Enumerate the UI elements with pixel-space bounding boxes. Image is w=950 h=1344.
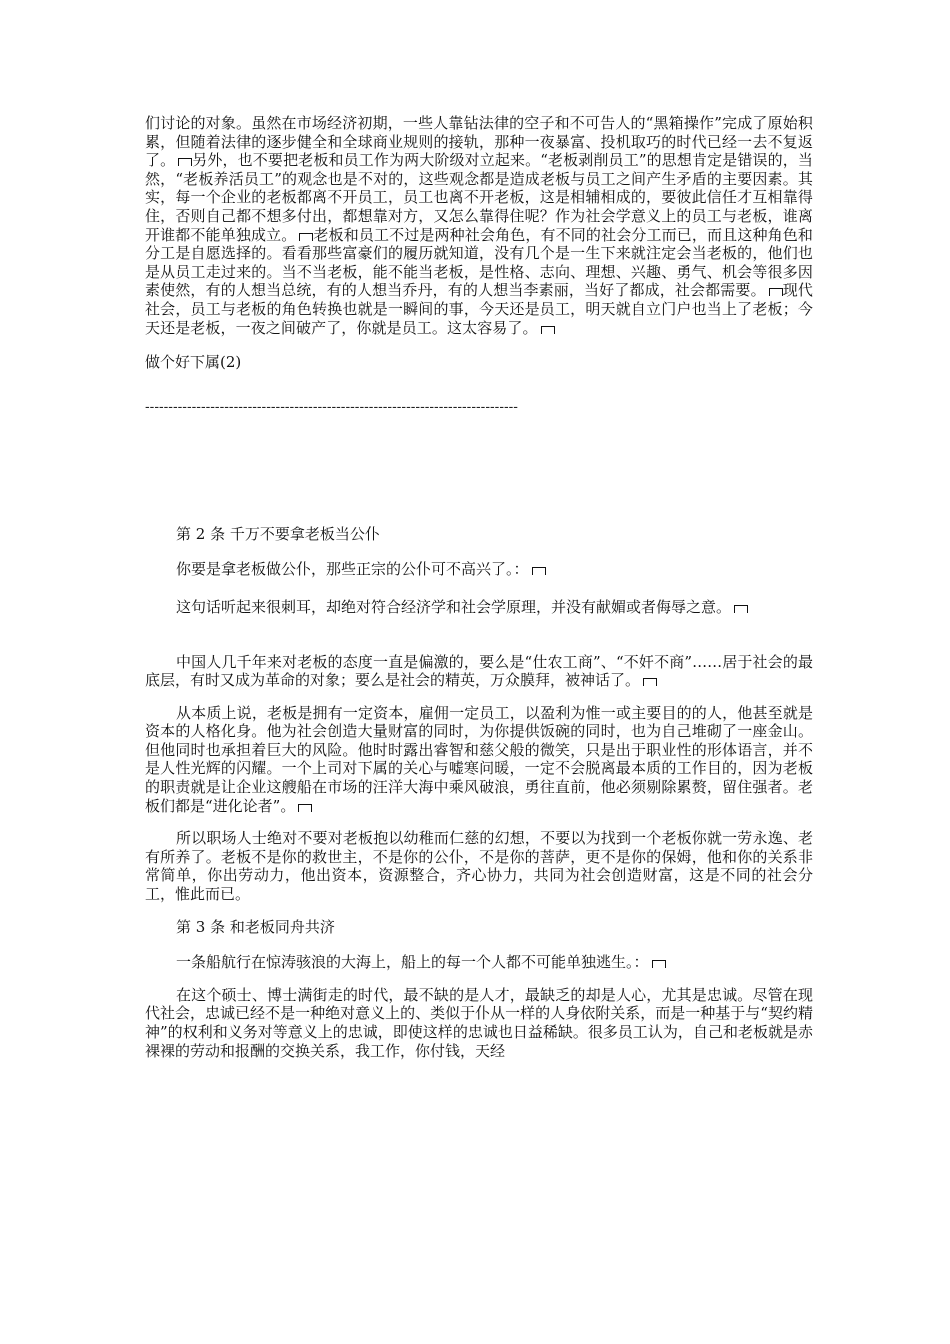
intro-text-1: 们讨论的对象。虽然在市场经济初期，一些人靠钻法律的空子和不可告人的“黑箱操作”完成了原始积累，但随着法律的逐步健全和全球商业规则的接轨，那种一夜暴富、投机取巧的时代已经一去不复返了。 [145,114,813,170]
paragraph-mark-icon [734,605,748,613]
paragraph-mark-icon [652,960,666,968]
document-page [145,114,813,1060]
article-2-paragraph-4 [145,704,813,816]
article-3-text-1: 一条船航行在惊涛骇浪的大海上，船上的每一个人都不可能单独逃生。： [176,953,649,972]
paragraph-mark-icon [769,288,783,296]
intro-paragraph [145,114,813,337]
paragraph-mark-icon [532,567,546,575]
article-2-text-3: 中国人几千年来对老板的态度一直是偏激的，要么是“仕农工商”、“不奸不商”……居于社会的最底层，有时又成为革命的对象；要么是社会的精英，万众膜拜，被神话了。 [145,652,813,690]
article-3-title: 第 3 条 和老板同舟共济 [176,917,335,936]
paragraph-mark-icon [541,326,555,334]
article-2-title: 第 2 条 千万不要拿老板当公仆 [176,524,380,543]
paragraph-mark-icon [643,678,657,686]
article-3-paragraph-2: 在这个硕士、博士满街走的时代，最不缺的是人才，最缺乏的却是人心，尤其是忠诚。尽管在现代社会，忠诚已经不是一种绝对意义上的、类似于仆从一样的人身依附关系，而是一种基于与“契约精神”的权利和义务对等意义上的忠诚，即使这样的忠诚也日益稀缺。很多员工认为，自己和老板就是赤裸裸的劳动和报酬的交换关系，我工作，你付钱，天经 [145,985,813,1060]
article-2-paragraph-1 [145,560,813,579]
article-2-paragraph-3 [145,653,813,690]
intro-text-4: 现代社会，员工与老板的角色转换也就是一瞬间的事，今天还是员工，明天就自立门户也当上了老板；今天还是老板，一夜之间破产了，你就是员工。这太容易了。 [145,281,813,337]
paragraph-mark-icon [299,233,313,241]
article-2-text-4: 从本质上说，老板是拥有一定资本，雇佣一定员工，以盈利为惟一或主要目的的人，他甚至就是资本的人格化身。他为社会创造大量财富的同时，为你提供饭碗的同时，也为自己堆砌了一座金山。但他同时也承担着巨大的风险。他时时露出睿智和慈父般的微笑，只是出于职业性的形体语言，并不是人性光辉的闪耀。一个上司对下属的关心与嘘寒问暖，一定不会脱离最本质的工作目的，因为老板的职责就是让企业这艘船在市场的汪洋大海中乘风破浪，勇往直前，他必须剔除累赘，留住强者。老板们都是“进化论者”。 [145,703,813,815]
intro-text-2: 另外，也不要把老板和员工作为两大阶级对立起来。“老板剥削员工”的思想肯定是错误的，当然，“老板养活员工”的观念也是不对的，这些观念都是造成老板与员工之间产生矛盾的主要因素。其实，每一个企业的老板都离不开员工，员工也离不开老板，这是相辅相成的，要彼此信任才互相靠得住，否则自己都不想多付出，都想靠对方，又怎么靠得住呢？作为社会学意义上的员工与老板，谁离开谁都不能单独成立。 [145,151,813,244]
article-3-paragraph-1 [145,953,813,972]
article-2-paragraph-2 [145,598,813,617]
article-2-text-2: 这句话听起来很刺耳，却绝对符合经济学和社会学原理，并没有献媚或者侮辱之意。 [176,597,732,616]
article-2-paragraph-5: 所以职场人士绝对不要对老板抱以幼稚而仁慈的幻想，不要以为找到一个老板你就一劳永逸、老有所养了。老板不是你的救世主，不是你的公仆，不是你的菩萨，更不是你的保姆，他和你的关系非常简单，你出劳动力，他出资本，资源整合，齐心协力，共同为社会创造财富，这是不同的社会分工，惟此而已。 [145,829,813,904]
paragraph-mark-icon [178,158,192,166]
article-2-text-1: 你要是拿老板做公仆，那些正宗的公仆可不高兴了。： [176,560,529,579]
intro-text-3: 老板和员工不过是两种社会角色，有不同的社会分工而已，而且这种角色和分工是自愿选择的。看看那些富豪们的履历就知道，没有几个是一生下来就注定会当老板的，他们也是从员工走过来的。当不当老板，能不能当老板，是性格、志向、理想、兴趣、勇气、机会等很多因素使然，有的人想当总统，有的人想当乔丹，有的人想当李素丽，当好了都成，社会都需要。 [145,225,813,300]
divider-line: -------------------------------------------------------------------------------- [145,397,518,414]
paragraph-mark-icon [298,804,312,812]
section-title: 做个好下属(2) [145,353,242,372]
